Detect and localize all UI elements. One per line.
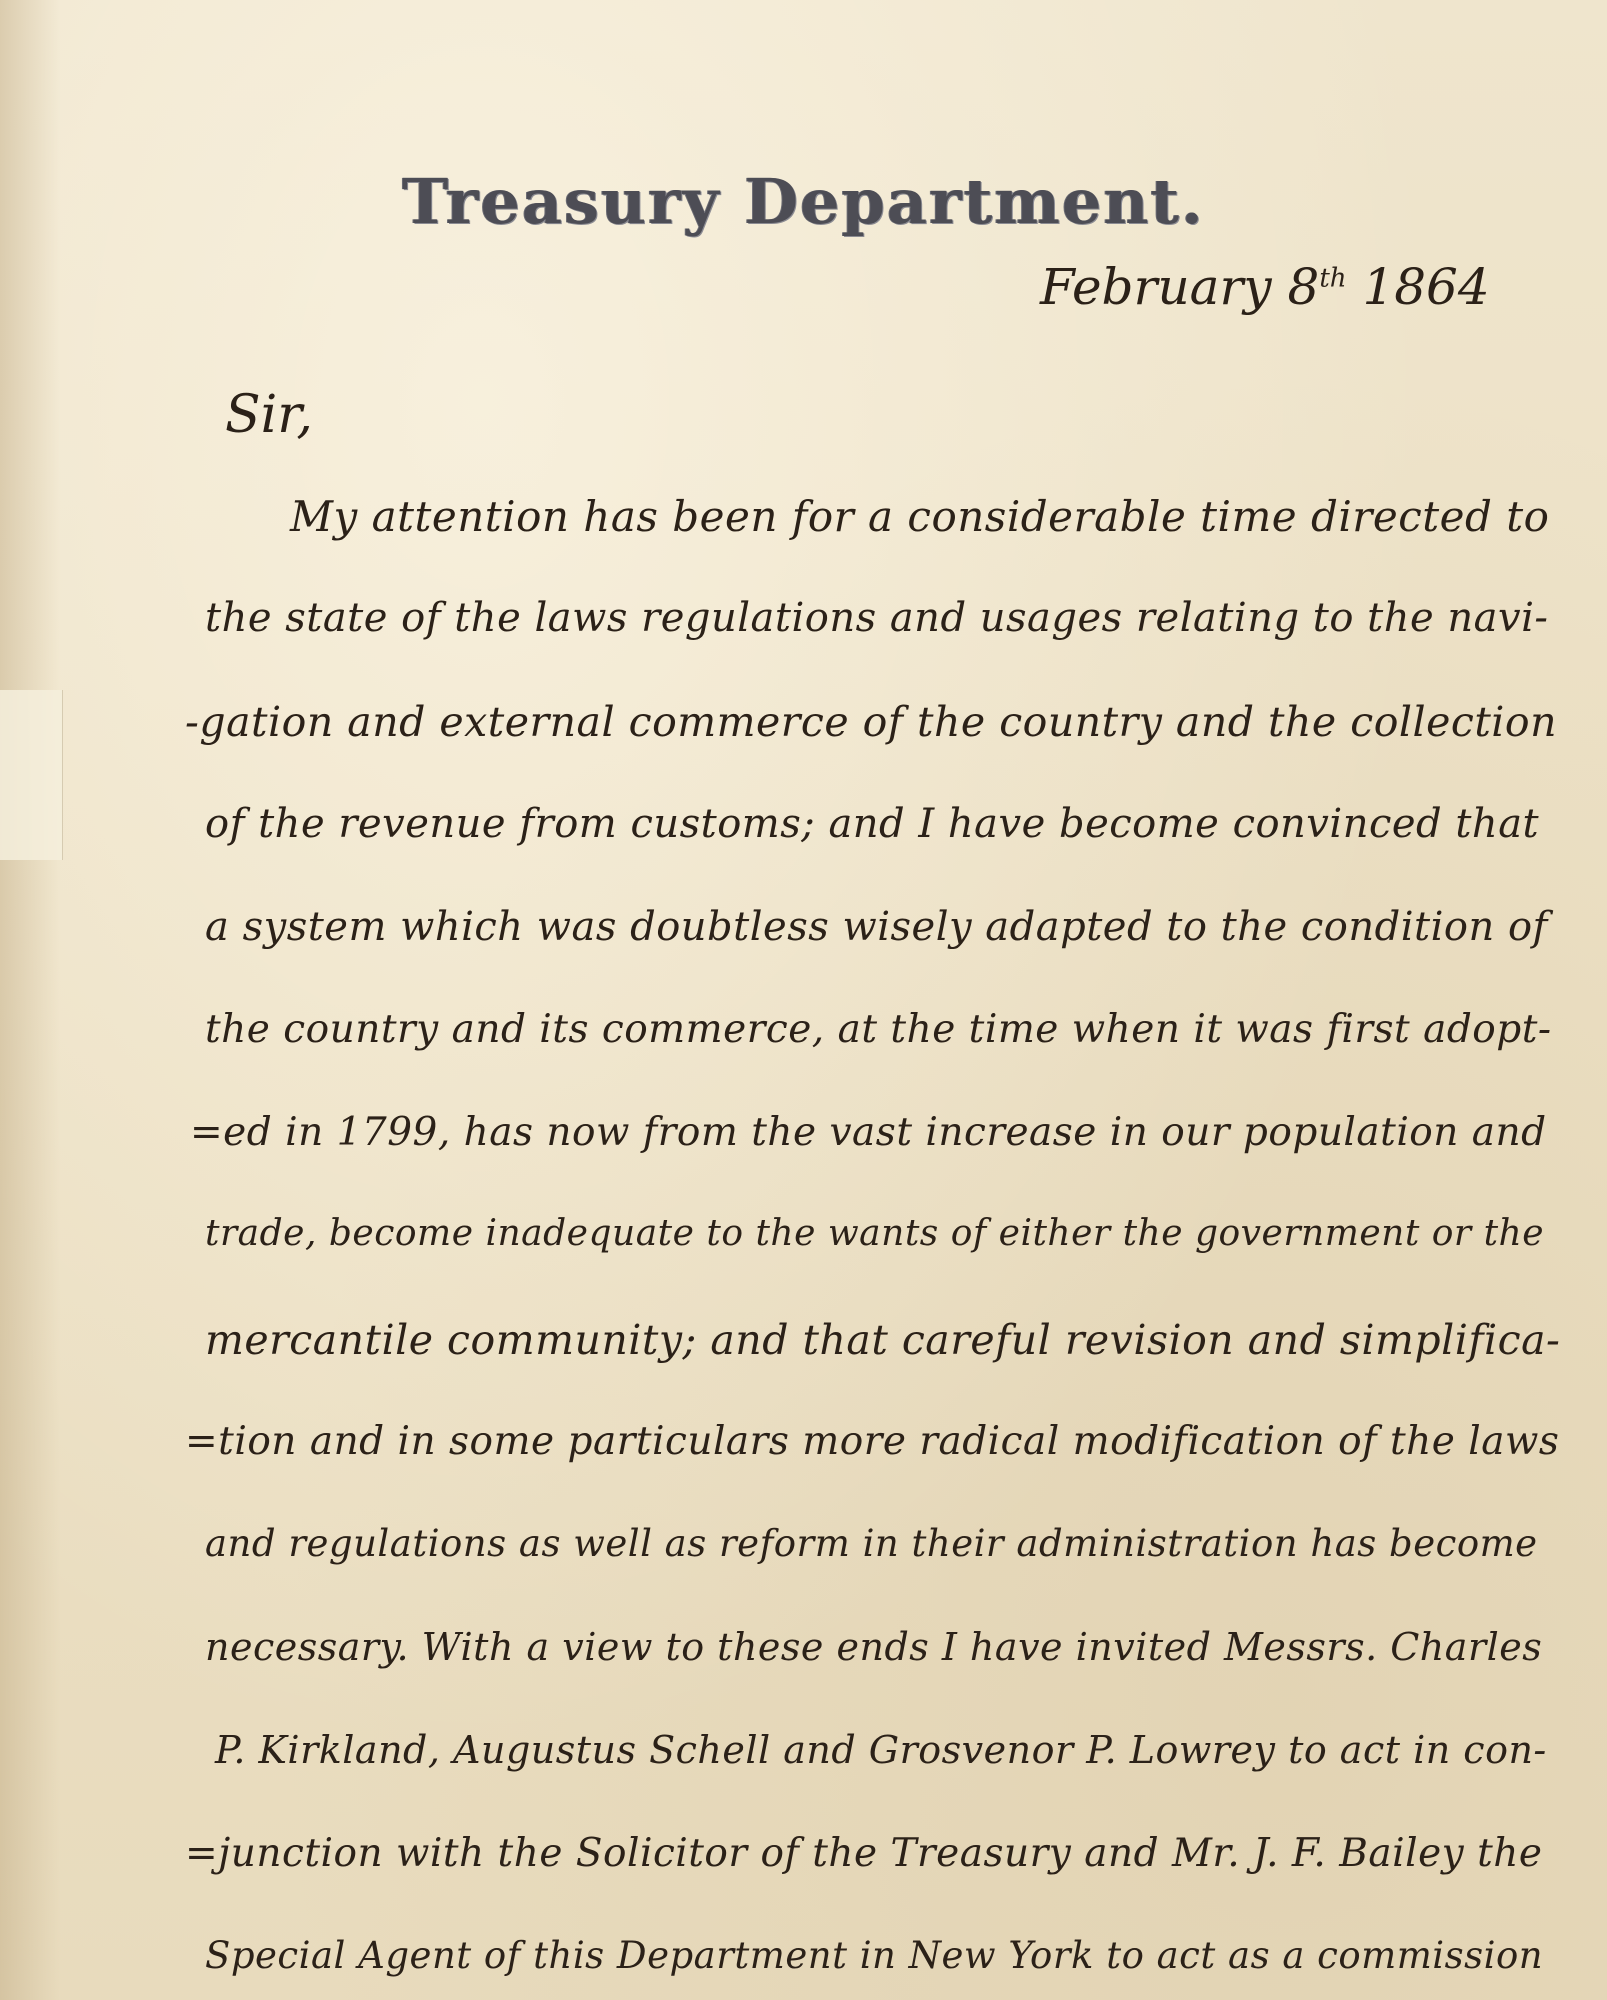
salutation: Sir,: [225, 385, 313, 445]
date-ordinal: th: [1319, 263, 1347, 294]
paper-edge-shadow: [0, 0, 60, 2000]
body-line: =ed in 1799, has now from the vast increase in our population and: [190, 1110, 1547, 1155]
body-line: =junction with the Solicitor of the Treasury and Mr. J. F. Bailey the: [185, 1831, 1543, 1876]
body-line: Special Agent of this Department in New York to act as a commission: [205, 1934, 1544, 1977]
date-text: February 8: [1040, 258, 1320, 316]
body-line: a system which was doubtless wisely adapted to the condition of: [205, 904, 1548, 950]
body-line: and regulations as well as reform in their administration has become: [205, 1522, 1538, 1565]
body-line: mercantile community; and that careful revision and simplifica-: [205, 1316, 1561, 1364]
body-line: P. Kirkland, Augustus Schell and Grosvenor P. Lowrey to act in con-: [215, 1728, 1547, 1772]
letter-date: [1040, 258, 1560, 316]
body-line: =tion and in some particulars more radical modification of the laws: [185, 1419, 1560, 1464]
letterhead: Treasury Department.: [402, 165, 1205, 238]
body-line: the state of the laws regulations and usages relating to the navi-: [205, 595, 1549, 641]
body-line: necessary. With a view to these ends I have invited Messrs. Charles: [205, 1625, 1543, 1669]
body-line: trade, become inadequate to the wants of either the government or the: [205, 1213, 1545, 1254]
body-line: My attention has been for a considerable time directed to: [290, 492, 1550, 541]
body-line: the country and its commerce, at the time when it was first adopt-: [205, 1007, 1552, 1052]
body-line: -gation and external commerce of the country and the collection: [185, 698, 1558, 746]
date-year: 1864: [1362, 258, 1490, 316]
body-line: of the revenue from customs; and I have become convinced that: [205, 801, 1540, 847]
paper-tear-mark: [0, 690, 63, 860]
